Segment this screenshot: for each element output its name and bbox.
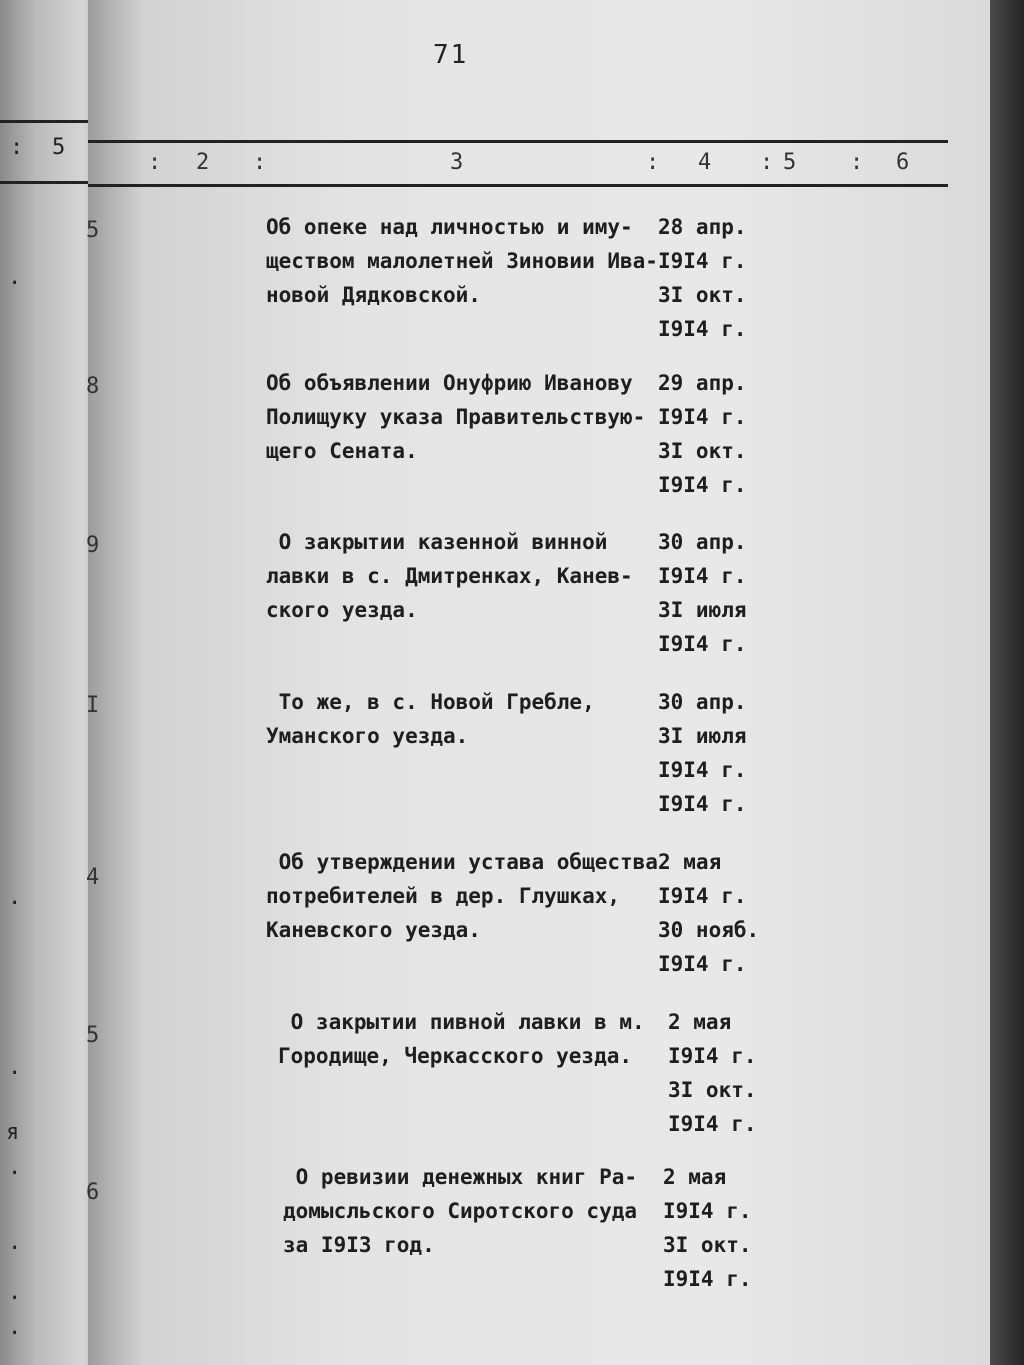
header-rule-bottom [88, 184, 948, 187]
column-separator: : [148, 150, 162, 175]
column-header-3: 3 [450, 150, 464, 175]
left-margin-mark: . [8, 1155, 22, 1180]
entry-number: 5 [86, 218, 100, 243]
left-margin-mark: . [8, 885, 22, 910]
column-separator: : [760, 150, 774, 175]
left-margin-mark: . [8, 1230, 22, 1255]
left-margin-mark: . [8, 1315, 22, 1340]
entry-title: О закрытии пивной лавки в м. Городище, Черкасского уезда. [278, 1010, 645, 1068]
entry-dates: 2 мая I9I4 г. 3I окт. I9I4 г. [668, 1010, 757, 1136]
column-separator: : [253, 150, 267, 175]
left-margin-mark: . [8, 1055, 22, 1080]
left-margin-mark: я [6, 1120, 20, 1145]
entry-dates: 30 апр. 3I июля I9I4 г. I9I4 г. [658, 690, 747, 816]
entry-dates: 29 апр. I9I4 г. 3I окт. I9I4 г. [658, 371, 747, 497]
left-page-header-strip [0, 120, 90, 184]
document-page [88, 0, 993, 1365]
column-header-5: 5 [783, 150, 797, 175]
entry-dates: 28 апр. I9I4 г. 3I окт. I9I4 г. [658, 215, 747, 341]
entry-title: Об утверждении устава общества потребителей в дер. Глушках, Каневского уезда. [266, 850, 658, 942]
column-header-4: 4 [698, 150, 712, 175]
entry-dates: 30 апр. I9I4 г. 3I июля I9I4 г. [658, 530, 747, 656]
entry-number: 8 [86, 374, 100, 399]
entry-title: Об объявлении Онуфрию Иванову Полищуку указа Правительствую- щего Сената. [266, 371, 646, 463]
entry-title: Об опеке над личностью и иму- ществом малолетней Зиновии Ива- новой Дядковской. [266, 215, 658, 307]
entry-number: 6 [86, 1180, 100, 1205]
column-header-2: 2 [196, 150, 210, 175]
entry-number: 9 [86, 533, 100, 558]
entry-dates: 2 мая I9I4 г. 30 нояб. I9I4 г. [658, 850, 760, 976]
left-header-mark: : [10, 135, 24, 160]
entry-title: То же, в с. Новой Гребле, Уманского уезда. [266, 690, 595, 748]
column-separator: : [646, 150, 660, 175]
left-header-mark: 5 [52, 135, 66, 160]
page-edge-shadow [990, 0, 1024, 1365]
entry-dates: 2 мая I9I4 г. 3I окт. I9I4 г. [663, 1165, 752, 1291]
entry-number: 4 [86, 865, 100, 890]
column-header-6: 6 [896, 150, 910, 175]
column-separator: : [850, 150, 864, 175]
entry-number: 5 [86, 1023, 100, 1048]
left-margin-mark: . [8, 1280, 22, 1305]
header-rule-top [88, 140, 948, 143]
entry-number: I [86, 693, 100, 718]
left-margin-mark: . [8, 265, 22, 290]
page-number: 71 [433, 40, 469, 70]
entry-title: О закрытии казенной винной лавки в с. Дмитренках, Канев- ского уезда. [266, 530, 633, 622]
entry-title: О ревизии денежных книг Ра- домысльского Сиротского суда за I9I3 год. [283, 1165, 638, 1257]
